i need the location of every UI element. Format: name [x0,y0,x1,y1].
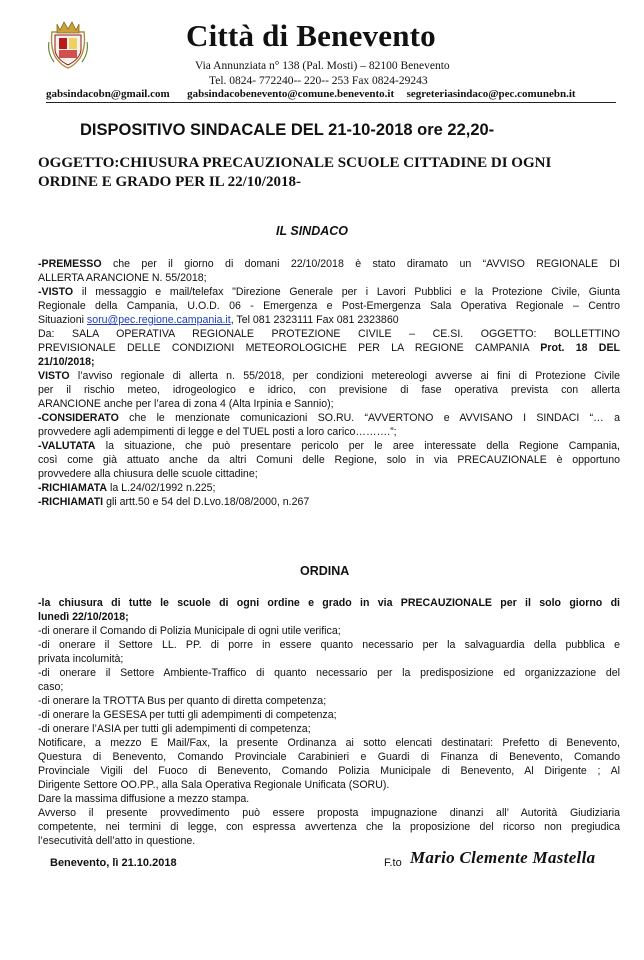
email-link[interactable]: gabsindacobn@gmail.com [46,88,170,100]
letterhead-phone-fax: Tel. 0824- 772240-- 220-- 253 Fax 0824-29243 [209,75,428,87]
paragraph-line: privata incolumità; [38,653,124,665]
paragraph-line: provvedere agli adempimenti di legge e del TUEL posti a loro carico……….”; [38,426,397,438]
paragraph-line: Notificare, a mezzo E Mail/Fax, la presente Ordinanza ai sotto elencati destinatari: Prefetto di Benevento, [38,737,620,749]
section-heading-ordina: ORDINA [300,564,350,578]
paragraph-line: -di onerare il Comando di Polizia Municipale di ogni utile verifica; [38,625,341,637]
handwritten-signature: Mario Clemente Mastella [410,848,596,867]
paragraph-line: per il rischio meteo, idrogeologico e idrico, con previsione di fase operativa prevista con allerta [38,384,620,396]
paragraph-line: competente, nei termini di legge, con espressa avvertenza che la proposizione del ricorso non pregiudica [38,821,620,833]
subject-line: ORDINE E GRADO PER IL 22/10/2018- [38,174,301,190]
paragraph-line: -di onerare il Settore Ambiente-Traffico di quanto necessario per la predisposizione ed organizzazione del [38,667,620,679]
paragraph-line: caso; [38,681,64,693]
paragraph-line: -di onerare il Settore LL. PP. di porre in essere quanto necessario per la salvaguardia della pubblica e [38,639,620,651]
paragraph-line: -CONSIDERATO che le menzionate comunicazioni SO.RU. “AVVERTONO e AVVISANO I SINDACI “… a [38,412,620,424]
paragraph-line: Situazioni soru@pec.regione.campania.it, Tel 081 2323111 Fax 081 2323860 [38,314,399,326]
paragraph-line: -PREMESSO che per il giorno di domani 22/10/2018 è stato diramato un “AVVISO REGIONALE DI [38,258,620,270]
paragraph-line: provvedere alla chiusura delle scuole cittadine; [38,468,258,480]
paragraph-line: Provinciale Vigili del Fuoco di Benevento, Comando Polizia Municipale di Benevento, Al Dirigente ; Al [38,765,620,777]
paragraph-line: -di onerare la GESESA per tutti gli adempimenti di competenza; [38,709,337,721]
email-link[interactable]: soru@pec.regione.campania.it [86,314,231,326]
paragraph-line: così come già attuato anche da altri Comuni delle Regione, solo in via PRECAUZIONALE è opportuno [38,454,620,466]
paragraph-line: ALLERTA ARANCIONE N. 55/2018; [38,272,207,284]
paragraph-line: Questura di Benevento, Comando Provinciale Carabinieri e Guardi di Finanza di Benevento, Comando [38,751,620,763]
paragraph-line: Dare la massima diffusione a mezzo stampa. [38,793,250,805]
paragraph-line: -VISTO il messaggio e mail/telefax "Direzione Generale per i Lavori Pubblici e la Protezione Civile, Giunta [38,286,620,298]
paragraph-line: Dirigente Settore OO.PP., alla Sala Operativa Regionale Unificata (SORU). [38,779,390,791]
paragraph-line: 21/10/2018; [38,356,95,368]
paragraph-line: -RICHIAMATI gli artt.50 e 54 del D.Lvo.18/08/2000, n.267 [38,496,310,508]
letterhead-emails [46,88,616,100]
subject-line: OGGETTO:CHIUSURA PRECAUZIONALE SCUOLE CITTADINE DI OGNI [38,155,552,171]
paragraph-line: PREVISIONALE DELLE CONDIZIONI METEOROLOGICHE PER LA REGIONE CAMPANIA Prot. 18 DEL [38,342,620,354]
paragraph-line: -VALUTATA la situazione, che può presentare pericolo per le aree interessate della Regione Campania, [38,440,620,452]
email-link[interactable]: gabsindacobenevento@comune.benevento.it [187,88,395,100]
paragraph-line: lunedì 22/10/2018; [38,611,129,623]
paragraph-line: -la chiusura di tutte le scuole di ogni ordine e grado in via PRECAUZIONALE per il solo giorno di [38,597,620,609]
coat-of-arms-icon [46,18,90,70]
paragraph-line: -di onerare l’ASIA per tutti gli adempimenti di competenza; [38,723,311,735]
paragraph-line: Regionale della Campania, U.O.D. 06 - Emergenza e Post-Emergenza Sala Operativa Regionale – Centro [38,300,620,312]
section-heading-sindaco: IL SINDACO [276,224,348,238]
document-title: DISPOSITIVO SINDACALE DEL 21-10-2018 ore 22,20- [80,121,495,139]
email-link[interactable]: segreteriasindaco@pec.comunebn.it [406,88,576,100]
signature-prefix: F.to [384,857,402,869]
paragraph-line: Avverso il presente provvedimento può essere proposta impugnazione dinanzi all’ Autorità Giudiziaria [38,807,620,819]
letterhead-address: Via Annunziata n° 138 (Pal. Mosti) – 82100 Benevento [195,60,450,72]
letterhead-city-name: Città di Benevento [186,18,436,53]
paragraph-line: l’esecutività dell’atto in questione. [38,835,196,847]
paragraph-line: ARANCIONE anche per l’area di zona 4 (Alta Irpinia e Sannio); [38,398,334,410]
place-and-date: Benevento, lì 21.10.2018 [50,857,177,869]
letterhead-divider [46,102,616,103]
paragraph-line: -di onerare la TROTTA Bus per quanto di diretta competenza; [38,695,327,707]
paragraph-line: Da: SALA OPERATIVA REGIONALE PROTEZIONE CIVILE – CE.SI. OGGETTO: BOLLETTINO [38,328,620,340]
paragraph-line: -RICHIAMATA la L.24/02/1992 n.225; [38,482,216,494]
paragraph-line: VISTO l’avviso regionale di allerta n. 55/2018, per condizioni metereologi avverse ai fini di Protezione Civile [38,370,620,382]
